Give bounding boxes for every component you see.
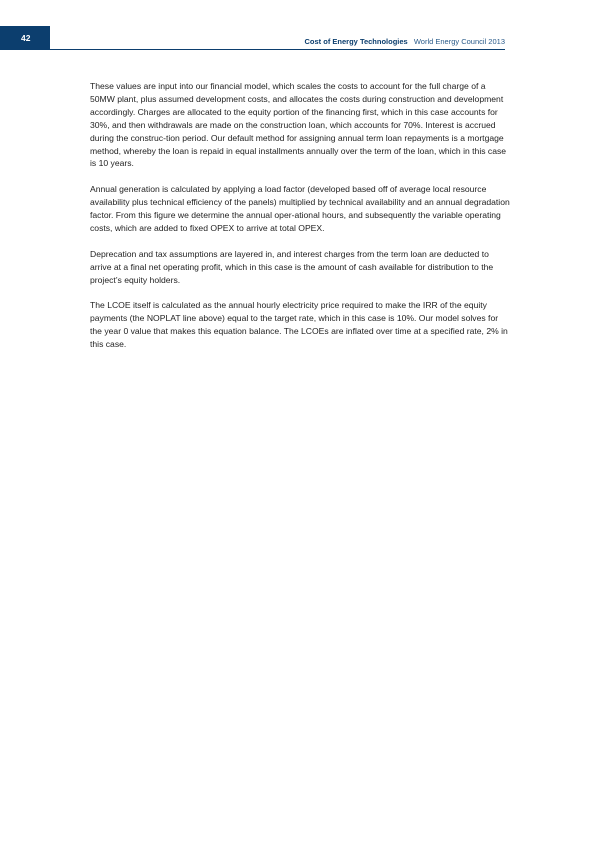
paragraph: These values are input into our financial model, which scales the costs to account for the full charge of a 50MW plant, plus assumed development costs, and allocates the costs during construction and development accordingly. Charges are allocated to the equity portion of the financing first, which in this case accounts for 30%, and then withdrawals are made on the construction loan, which accounts for 70%. Interest is accrued during the construc-tion period. Our default method for assigning annual term loan repayments is a mortgage method, whereby the loan is repaid in equal installments annually over the term of the loan, which in this case is 10 years. <box>90 81 507 169</box>
paragraph: Deprecation and tax assumptions are layered in, and interest charges from the term loan are deducted to arrive at a final net operating profit, which in this case is the amount of cash available for distribution to the project’s equity holders. <box>90 248 494 285</box>
running-header <box>305 37 505 47</box>
page-number: 42 <box>0 26 50 50</box>
paragraph: Annual generation is calculated by applying a load factor (developed based off of average local resource availability plus technical efficiency of the panels) multiplied by technical availability and an annual degradation factor. From this figure we determine the annual oper-ational hours, and subsequently the variable operating costs, which are added to fixed OPEX to arrive at total OPEX. <box>90 184 510 233</box>
header-title-light: World Energy Council 2013 <box>413 37 505 46</box>
header-divider <box>50 49 505 50</box>
header-title-bold: Cost of Energy Technologies <box>304 37 408 46</box>
paragraph: The LCOE itself is calculated as the annual hourly electricity price required to make the IRR of the equity payments (the NOPLAT line above) equal to the target rate, which in this case is 10%. Our model solves for the year 0 value that makes this equation balance. The LCOEs are inflated over time at a specified rate, 2% in this case. <box>90 300 508 350</box>
body-text <box>90 80 510 364</box>
